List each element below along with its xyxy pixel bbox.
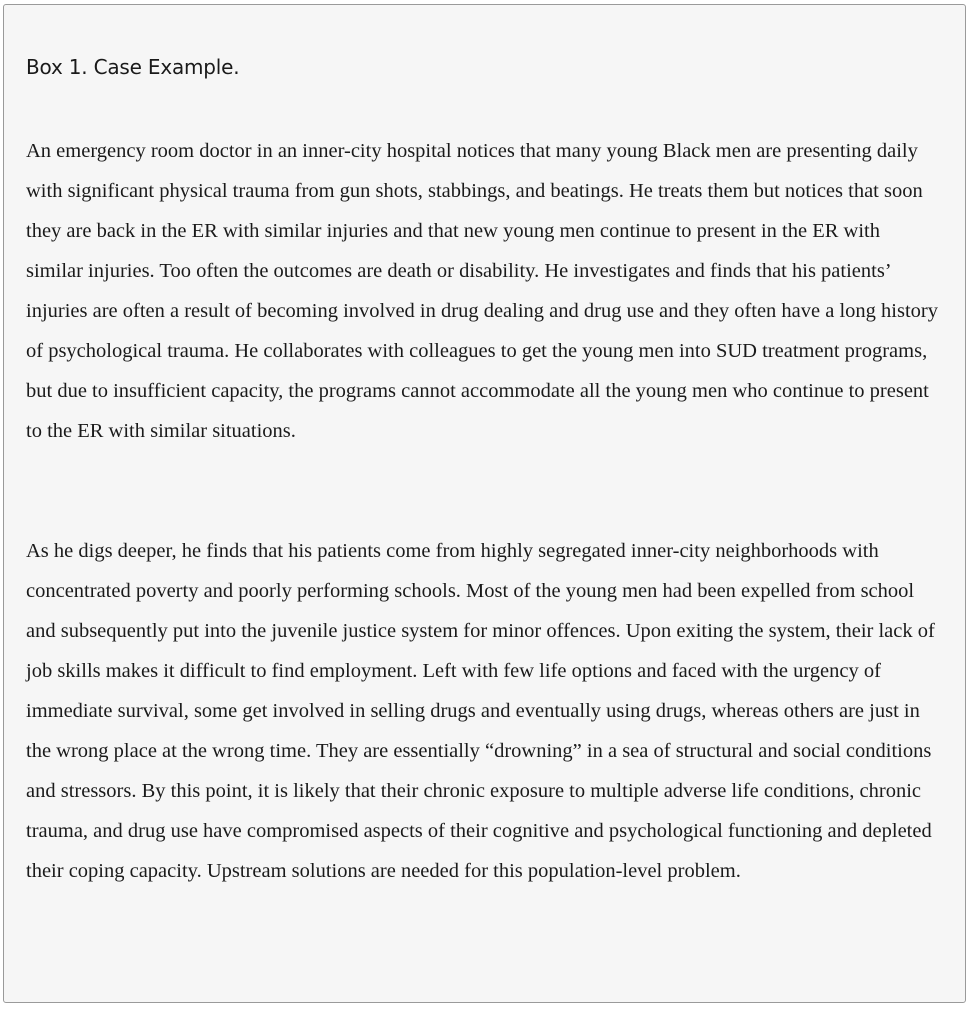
case-example-box	[3, 4, 966, 1003]
case-paragraph-1: An emergency room doctor in an inner-city hospital notices that many young Black men are presenting daily with significant physical trauma from gun shots, stabbings, and beatings. He treats them but notices that soon they are back in the ER with similar injuries and that new young men continue to present in the ER with similar injuries. Too often the outcomes are death or disability. He investigates and finds that his patients’ injuries are often a result of becoming involved in drug dealing and drug use and they often have a long history of psychological trauma. He collaborates with colleagues to get the young men into SUD treatment programs, but due to insufficient capacity, the programs cannot accommodate all the young men who continue to present to the ER with similar situations.	[26, 140, 938, 442]
case-paragraph-2: As he digs deeper, he finds that his patients come from highly segregated inner-city neighborhoods with concentrated poverty and poorly performing schools. Most of the young men had been expelled from school and subsequently put into the juvenile justice system for minor offences. Upon exiting the system, their lack of job skills makes it difficult to find employment. Left with few life options and faced with the urgency of immediate survival, some get involved in selling drugs and eventually using drugs, whereas others are just in the wrong place at the wrong time. They are essentially “drowning” in a sea of structural and social conditions and stressors. By this point, it is likely that their chronic exposure to multiple adverse life conditions, chronic trauma, and drug use have compromised aspects of their cognitive and psychological functioning and depleted their coping capacity. Upstream solutions are needed for this population-level problem.	[26, 540, 935, 882]
box-title: Box 1. Case Example.	[26, 55, 240, 79]
